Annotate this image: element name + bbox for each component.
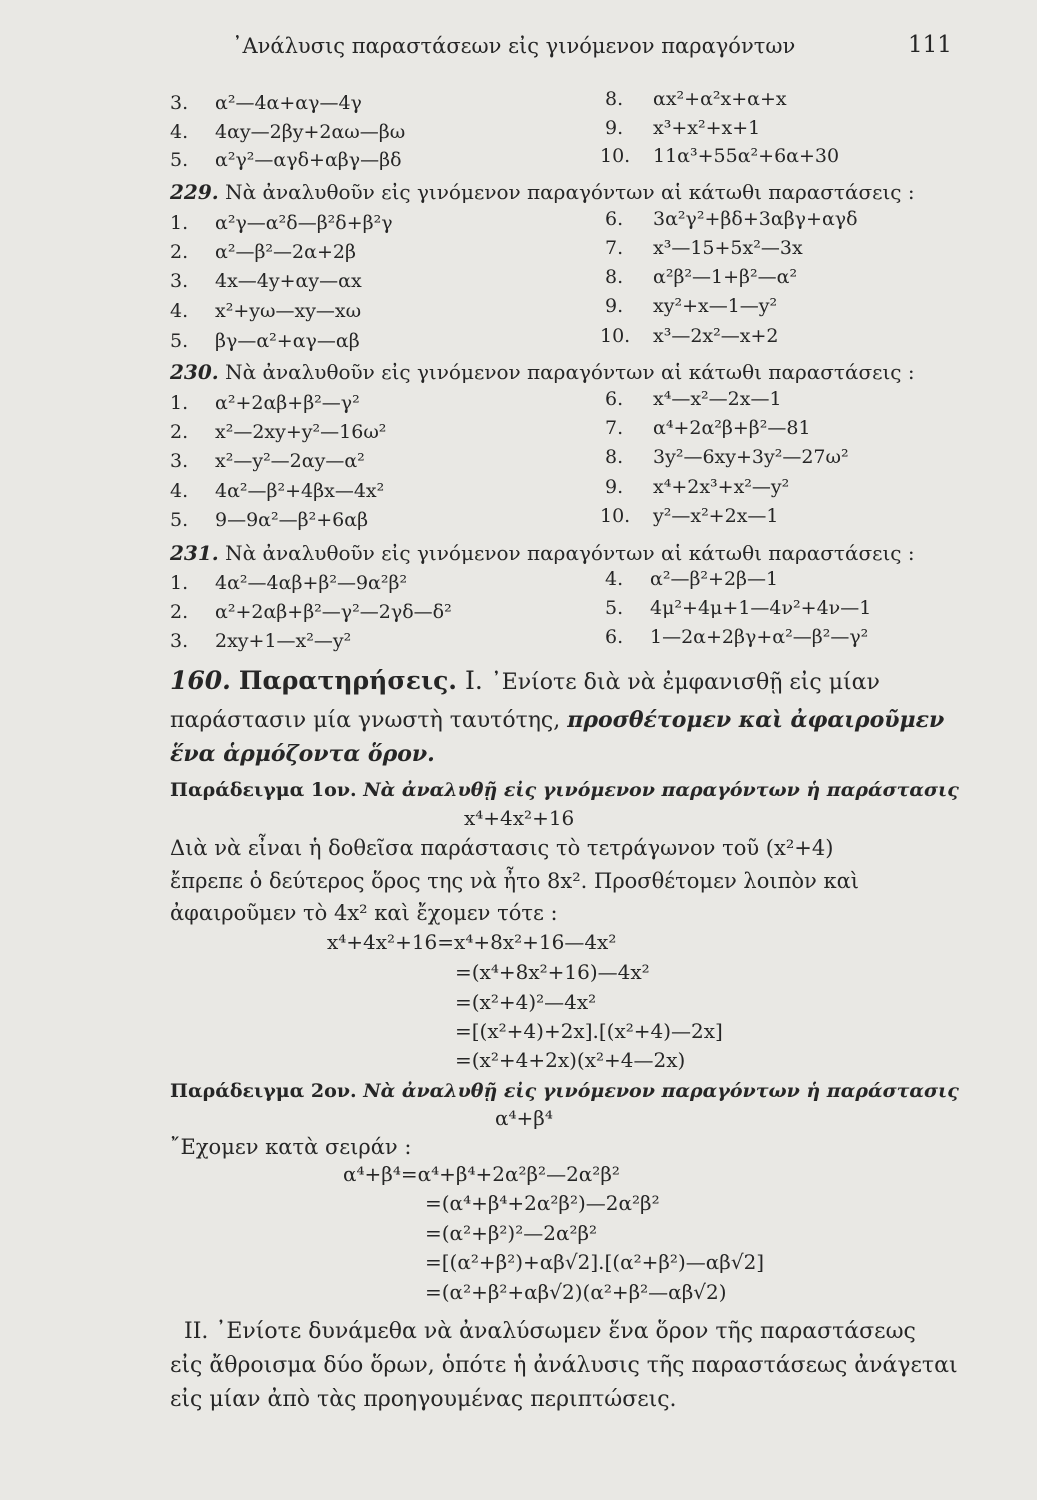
example-1-title: Παράδειγμα 1ον. Νὰ ἀναλυθῇ εἰς γινόμενον παραγόντων ἡ παράστασις [170, 779, 959, 801]
list-item: 5. α²γ²—αγδ+αβγ—βδ [170, 149, 402, 171]
list-item: 6. 1—2α+2βγ+α²—β²—γ² [605, 626, 869, 648]
example-1-expression: x⁴+4x²+16 [464, 806, 575, 830]
list-item: 8. 3y²—6xy+3y²—27ω² [605, 446, 849, 468]
derivation-step: x⁴+4x²+16=x⁴+8x²+16—4x² [327, 930, 617, 954]
list-item: 9. x⁴+2x³+x²—y² [605, 476, 790, 498]
paragraph-line: ῎Εχομεν κατὰ σειράν : [170, 1135, 412, 1159]
exercise-heading: 230. Νὰ ἀναλυθοῦν εἰς γινόμενον παραγόντων αἱ κάτωθι παραστάσεις : [170, 360, 915, 384]
derivation-step: =(x²+4)²—4x² [455, 990, 597, 1014]
list-item: 5. βγ—α²+αγ—αβ [170, 330, 360, 352]
paragraph-line: Διὰ νὰ εἶναι ἡ δοθεῖσα παράστασις τὸ τετράγωνον τοῦ (x²+4) [170, 836, 834, 860]
example-2-expression: α⁴+β⁴ [495, 1106, 553, 1130]
derivation-step: =[(x²+4)+2x].[(x²+4)—2x] [455, 1019, 723, 1043]
list-item: 10. y²—x²+2x—1 [600, 505, 779, 527]
list-item: 4. 4αy—2βy+2αω—βω [170, 121, 406, 143]
list-item: 4. 4α²—β²+4βx—4x² [170, 480, 385, 502]
paragraph-line: παράστασιν μία γνωστὴ ταυτότης, προσθέτομεν καὶ ἀφαιροῦμεν [170, 707, 945, 733]
list-item: 2. α²+2αβ+β²—γ²—2γδ—δ² [170, 601, 452, 623]
exercise-heading: 231. Νὰ ἀναλυθοῦν εἰς γινόμενον παραγόντων αἱ κάτωθι παραστάσεις : [170, 541, 915, 565]
derivation-step: =(α²+β²)²—2α²β² [425, 1221, 598, 1245]
derivation-step: =(x²+4+2x)(x²+4—2x) [455, 1048, 686, 1072]
list-item: 3. x²—y²—2αy—α² [170, 450, 365, 472]
section-heading: 160. Παρατηρήσεις. I. ᾿Ενίοτε διὰ νὰ ἐμφανισθῇ εἰς μίαν [170, 666, 880, 695]
derivation-step: =[(α²+β²)+αβ√2].[(α²+β²)—αβ√2] [425, 1250, 765, 1274]
list-item: 8. αx²+α²x+α+x [605, 88, 787, 110]
list-item: 10. 11α³+55α²+6α+30 [600, 145, 840, 167]
list-item: 3. 2xy+1—x²—y² [170, 630, 352, 652]
list-item: 1. 4α²—4αβ+β²—9α²β² [170, 572, 408, 594]
list-item: 1. α²γ—α²δ—β²δ+β²γ [170, 212, 393, 234]
derivation-step: α⁴+β⁴=α⁴+β⁴+2α²β²—2α²β² [343, 1162, 620, 1186]
list-item: 4. x²+yω—xy—xω [170, 300, 362, 322]
derivation-step: =(x⁴+8x²+16)—4x² [455, 960, 650, 984]
list-item: 5. 9—9α²—β²+6αβ [170, 509, 369, 531]
derivation-step: =(α⁴+β⁴+2α²β²)—2α²β² [425, 1191, 660, 1215]
list-item: 3. 4x—4y+αy—αx [170, 270, 362, 292]
paragraph-line: ἀφαιροῦμεν τὸ 4x² καὶ ἔχομεν τότε : [170, 901, 558, 925]
list-item: 9. xy²+x—1—y² [605, 295, 778, 317]
list-item: 6. 3α²γ²+βδ+3αβγ+αγδ [605, 208, 858, 230]
example-2-title: Παράδειγμα 2ον. Νὰ ἀναλυθῇ εἰς γινόμενον παραγόντων ἡ παράστασις [170, 1080, 959, 1102]
running-header [0, 28, 1037, 64]
list-item: 7. α⁴+2α²β+β²—81 [605, 417, 811, 439]
running-title: ᾿Ανάλυσις παραστάσεων εἰς γινόμενον παραγόντων [232, 34, 796, 58]
list-item: 1. α²+2αβ+β²—γ² [170, 392, 360, 414]
paragraph-line: εἰς ἄθροισμα δύο ὅρων, ὁπότε ἡ ἀνάλυσις τῆς παραστάσεως ἀνάγεται [170, 1353, 958, 1378]
derivation-step: =(α²+β²+αβ√2)(α²+β²—αβ√2) [425, 1280, 727, 1304]
list-item: 3. α²—4α+αγ—4γ [170, 92, 362, 114]
list-item: 9. x³+x²+x+1 [605, 117, 761, 139]
list-item: 2. α²—β²—2α+2β [170, 241, 356, 263]
paragraph-line: II. ᾿Ενίοτε δυνάμεθα νὰ ἀναλύσωμεν ἕνα ὅρον τῆς παραστάσεως [184, 1319, 916, 1344]
page-number: 111 [908, 32, 952, 58]
paragraph-line: εἰς μίαν ἀπὸ τὰς προηγουμένας περιπτώσεις. [170, 1387, 677, 1412]
list-item: 4. α²—β²+2β—1 [605, 568, 779, 590]
list-item: 2. x²—2xy+y²—16ω² [170, 421, 387, 443]
paragraph-line: ἕνα ἁρμόζοντα ὅρον. [170, 741, 435, 767]
list-item: 7. x³—15+5x²—3x [605, 237, 803, 259]
list-item: 6. x⁴—x²—2x—1 [605, 388, 782, 410]
paragraph-line: ἔπρεπε ὁ δεύτερος ὅρος της νὰ ἦτο 8x². Προσθέτομεν λοιπὸν καὶ [170, 869, 860, 893]
exercise-heading: 229. Νὰ ἀναλυθοῦν εἰς γινόμενον παραγόντων αἱ κάτωθι παραστάσεις : [170, 180, 915, 204]
list-item: 5. 4μ²+4μ+1—4ν²+4ν—1 [605, 597, 872, 619]
list-item: 10. x³—2x²—x+2 [600, 325, 779, 347]
list-item: 8. α²β²—1+β²—α² [605, 266, 798, 288]
